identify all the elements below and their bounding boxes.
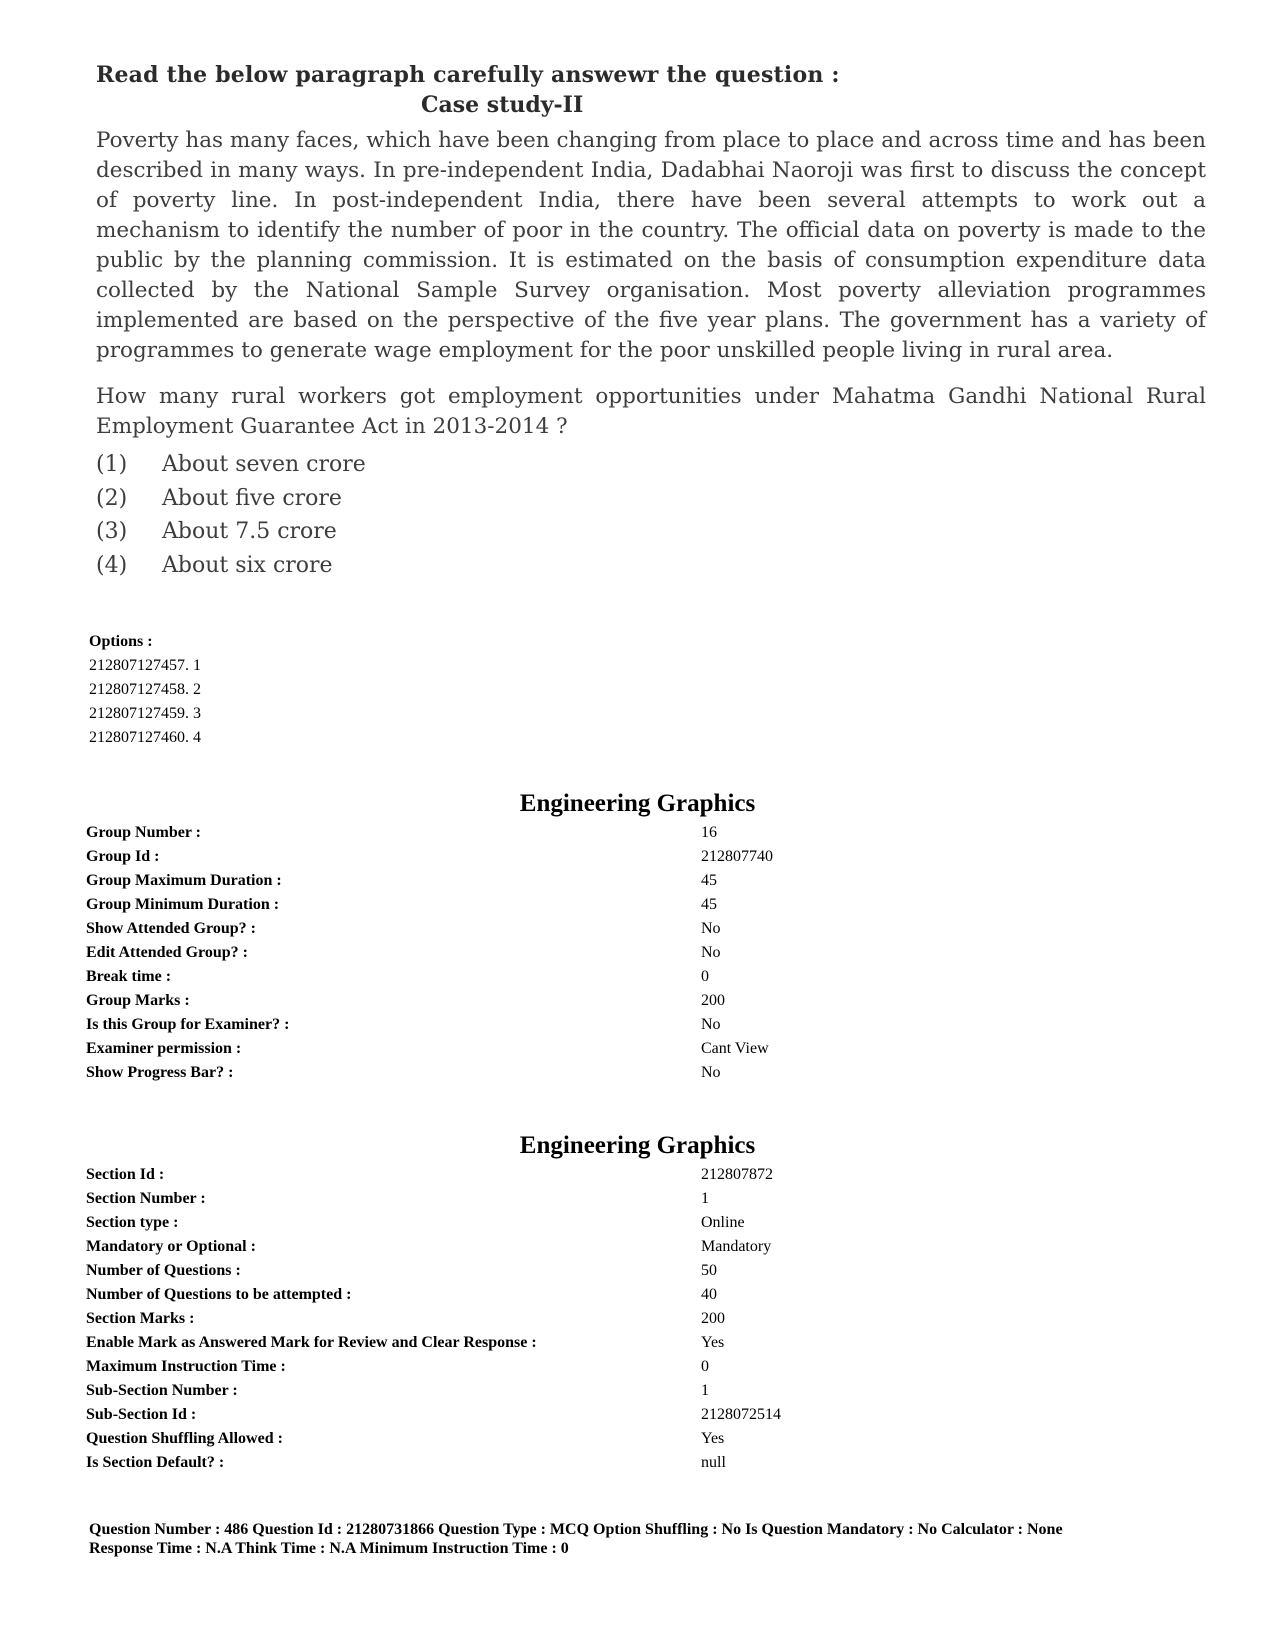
- section-value: 50: [701, 1262, 717, 1279]
- group-row: [86, 1061, 986, 1085]
- group-row: [86, 1037, 986, 1061]
- section-value: 2128072514: [701, 1406, 781, 1423]
- section-key: Mandatory or Optional :: [86, 1238, 256, 1255]
- choice-number: (4): [96, 552, 128, 578]
- option-item: 212807127460. 4: [89, 729, 201, 746]
- section-key: Sub-Section Number :: [86, 1382, 238, 1399]
- choice-item: [96, 482, 1206, 516]
- group-row: [86, 845, 986, 869]
- choice-item: [96, 515, 1206, 549]
- options-label: Options :: [89, 633, 153, 650]
- question-metadata-line: Question Number : 486 Question Id : 21280731866 Question Type : MCQ Option Shuffling : No Is Question Mandatory : No Calculator : None: [89, 1521, 1063, 1538]
- section-key: Sub-Section Id :: [86, 1406, 197, 1423]
- section-value: 200: [701, 1310, 725, 1327]
- group-key: Is this Group for Examiner? :: [86, 1016, 290, 1033]
- group-value: No: [701, 920, 721, 937]
- section-row: [86, 1427, 986, 1451]
- group-key: Edit Attended Group? :: [86, 944, 248, 961]
- section-row: [86, 1235, 986, 1259]
- group-row: [86, 917, 986, 941]
- section-key: Section Id :: [86, 1166, 165, 1183]
- group-row: [86, 989, 986, 1013]
- group-row: [86, 965, 986, 989]
- case-study-paragraph: Poverty has many faces, which have been changing from place to place and across time and has been described in many ways. In pre-independent India, Dadabhai Naoroji was first to discuss the concept of poverty line. In post-independent India, there have been several attempts to work out a mechanism to identify the number of poor in the country. The official data on poverty is made to the public by the planning commission. It is estimated on the basis of consumption expenditure data collected by the National Sample Survey organisation. Most poverty alleviation programmes implemented are based on the perspective of the five year plans. The government has a variety of programmes to generate wage employment for the poor unskilled people living in rural area.: [96, 128, 1206, 363]
- question-metadata: [89, 1520, 1209, 1558]
- options-block: [89, 630, 201, 750]
- section-row: [86, 1211, 986, 1235]
- section-key: Number of Questions to be attempted :: [86, 1286, 352, 1303]
- choice-text: About seven crore: [162, 452, 366, 477]
- section-value: Yes: [701, 1334, 725, 1351]
- section-details: [86, 1163, 986, 1475]
- group-value: Cant View: [701, 1040, 769, 1057]
- section-title: Engineering Graphics: [519, 1132, 756, 1159]
- group-value: 45: [701, 896, 717, 913]
- section-key: Section Number :: [86, 1190, 206, 1207]
- section-key: Section Marks :: [86, 1310, 195, 1327]
- section-row: [86, 1259, 986, 1283]
- choice-item: [96, 448, 1206, 482]
- group-row: [86, 1013, 986, 1037]
- choice-text: About six crore: [162, 552, 333, 578]
- choice-number: (2): [96, 485, 128, 511]
- group-value: 212807740: [701, 848, 773, 865]
- choice-number: (1): [96, 452, 128, 477]
- section-value: 1: [701, 1382, 709, 1399]
- group-value: No: [701, 1016, 721, 1033]
- group-key: Break time :: [86, 968, 172, 985]
- group-row: [86, 893, 986, 917]
- group-key: Show Attended Group? :: [86, 920, 256, 937]
- section-key: Maximum Instruction Time :: [86, 1358, 286, 1375]
- section-key: Is Section Default? :: [86, 1454, 225, 1471]
- case-study-image: [96, 62, 1206, 582]
- case-study-heading: Read the below paragraph carefully answewr the question :: [96, 62, 840, 88]
- group-value: 0: [701, 968, 709, 985]
- option-item: 212807127459. 3: [89, 705, 201, 722]
- group-value: 200: [701, 992, 725, 1009]
- choice-text: About 7.5 crore: [162, 519, 337, 544]
- section-row: [86, 1355, 986, 1379]
- group-value: 16: [701, 824, 717, 841]
- group-value: 45: [701, 872, 717, 889]
- section-value: Yes: [701, 1430, 725, 1447]
- group-key: Group Minimum Duration :: [86, 896, 280, 913]
- group-row: [86, 941, 986, 965]
- group-key: Group Maximum Duration :: [86, 872, 282, 889]
- section-value: 1: [701, 1190, 709, 1207]
- group-row: [86, 821, 986, 845]
- section-row: [86, 1187, 986, 1211]
- section-row: [86, 1307, 986, 1331]
- group-title: Engineering Graphics: [519, 790, 756, 817]
- choice-item: [96, 549, 1206, 583]
- group-row: [86, 869, 986, 893]
- section-row: [86, 1283, 986, 1307]
- section-key: Section type :: [86, 1214, 179, 1231]
- section-key: Question Shuffling Allowed :: [86, 1430, 283, 1447]
- option-item: 212807127458. 2: [89, 681, 201, 698]
- group-key: Group Marks :: [86, 992, 190, 1009]
- section-row: [86, 1403, 986, 1427]
- section-row: [86, 1163, 986, 1187]
- group-key: Group Id :: [86, 848, 160, 865]
- section-value: null: [701, 1454, 726, 1471]
- group-key: Show Progress Bar? :: [86, 1064, 234, 1081]
- case-study-question: How many rural workers got employment opportunities under Mahatma Gandhi National Rural Employment Guarantee Act in 2013-2014 ?: [96, 384, 1206, 439]
- case-study-choices: [96, 448, 1206, 582]
- section-key: Number of Questions :: [86, 1262, 241, 1279]
- question-metadata-line: Response Time : N.A Think Time : N.A Minimum Instruction Time : 0: [89, 1540, 569, 1557]
- group-value: No: [701, 944, 721, 961]
- group-key: Group Number :: [86, 824, 201, 841]
- section-key: Enable Mark as Answered Mark for Review and Clear Response :: [86, 1334, 537, 1351]
- section-row: [86, 1451, 986, 1475]
- section-row: [86, 1331, 986, 1355]
- option-item: 212807127457. 1: [89, 657, 201, 674]
- choice-text: About five crore: [162, 485, 342, 511]
- section-value: Online: [701, 1214, 745, 1231]
- group-details: [86, 821, 986, 1085]
- section-value: Mandatory: [701, 1238, 772, 1255]
- case-study-subheading: Case study-II: [421, 92, 584, 118]
- section-row: [86, 1379, 986, 1403]
- choice-number: (3): [96, 519, 128, 544]
- section-value: 0: [701, 1358, 709, 1375]
- section-value: 40: [701, 1286, 717, 1303]
- group-key: Examiner permission :: [86, 1040, 242, 1057]
- group-value: No: [701, 1064, 721, 1081]
- section-value: 212807872: [701, 1166, 773, 1183]
